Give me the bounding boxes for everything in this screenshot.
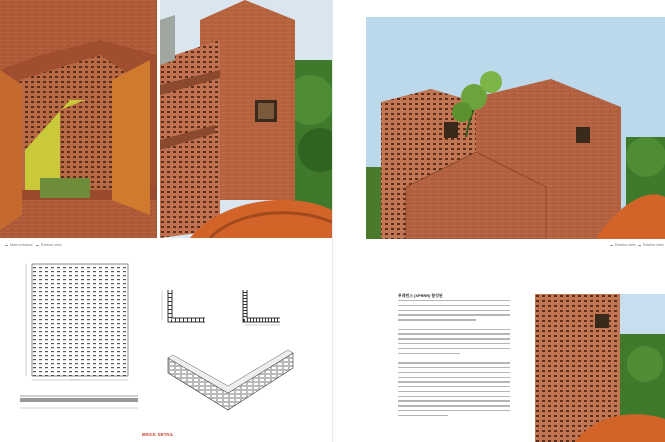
photo-main-entrance	[0, 0, 157, 238]
text-line	[398, 338, 510, 339]
elevation-dim-label: ··········	[70, 378, 81, 382]
text-line	[398, 405, 510, 406]
brick-corner-axonometric	[163, 338, 298, 418]
text-line	[398, 314, 510, 315]
text-line	[398, 310, 510, 311]
text-line	[398, 410, 510, 411]
text-line	[398, 377, 510, 378]
corner-plan-detail-1	[160, 285, 210, 327]
text-line	[398, 319, 476, 320]
text-line	[398, 333, 510, 334]
brick-elevation-drawing	[20, 262, 140, 412]
left-page	[0, 0, 332, 442]
text-line	[398, 353, 460, 354]
caption-text: Main entrance	[10, 243, 33, 247]
text-line	[398, 329, 510, 330]
caption-3	[610, 243, 636, 247]
text-line	[398, 391, 510, 392]
text-line	[398, 357, 510, 358]
caption-text: Exterior view	[643, 243, 664, 247]
corner-plan-detail-2	[235, 285, 285, 327]
caption-text: Exterior view	[615, 243, 636, 247]
text-line	[398, 372, 510, 373]
text-line	[398, 400, 510, 401]
caption-text: Exterior view	[41, 243, 62, 247]
bullet-marker	[5, 245, 8, 246]
caption-4	[638, 243, 664, 247]
text-line	[398, 396, 510, 397]
text-line	[398, 324, 510, 325]
text-line	[398, 305, 510, 306]
text-line	[398, 386, 510, 387]
photo-exterior-corner	[535, 294, 665, 442]
photo-exterior-tower	[160, 0, 332, 238]
bullet-marker	[638, 245, 641, 246]
brick-detail-title: BRICK DETAIL	[142, 432, 174, 437]
caption-2	[36, 243, 62, 247]
text-line	[398, 367, 510, 368]
text-line	[398, 415, 448, 416]
caption-1	[5, 243, 33, 247]
text-line	[398, 300, 510, 301]
photo-exterior-gables	[366, 17, 665, 239]
article-body	[398, 293, 510, 433]
text-line	[398, 348, 510, 349]
text-line	[398, 381, 510, 382]
text-line	[398, 343, 510, 344]
bullet-marker	[36, 245, 39, 246]
text-line	[398, 362, 510, 363]
article-heading: 투레빈스 (XPRRR) 합성된	[398, 293, 443, 298]
article-text-block	[398, 300, 510, 420]
bullet-marker	[610, 245, 613, 246]
